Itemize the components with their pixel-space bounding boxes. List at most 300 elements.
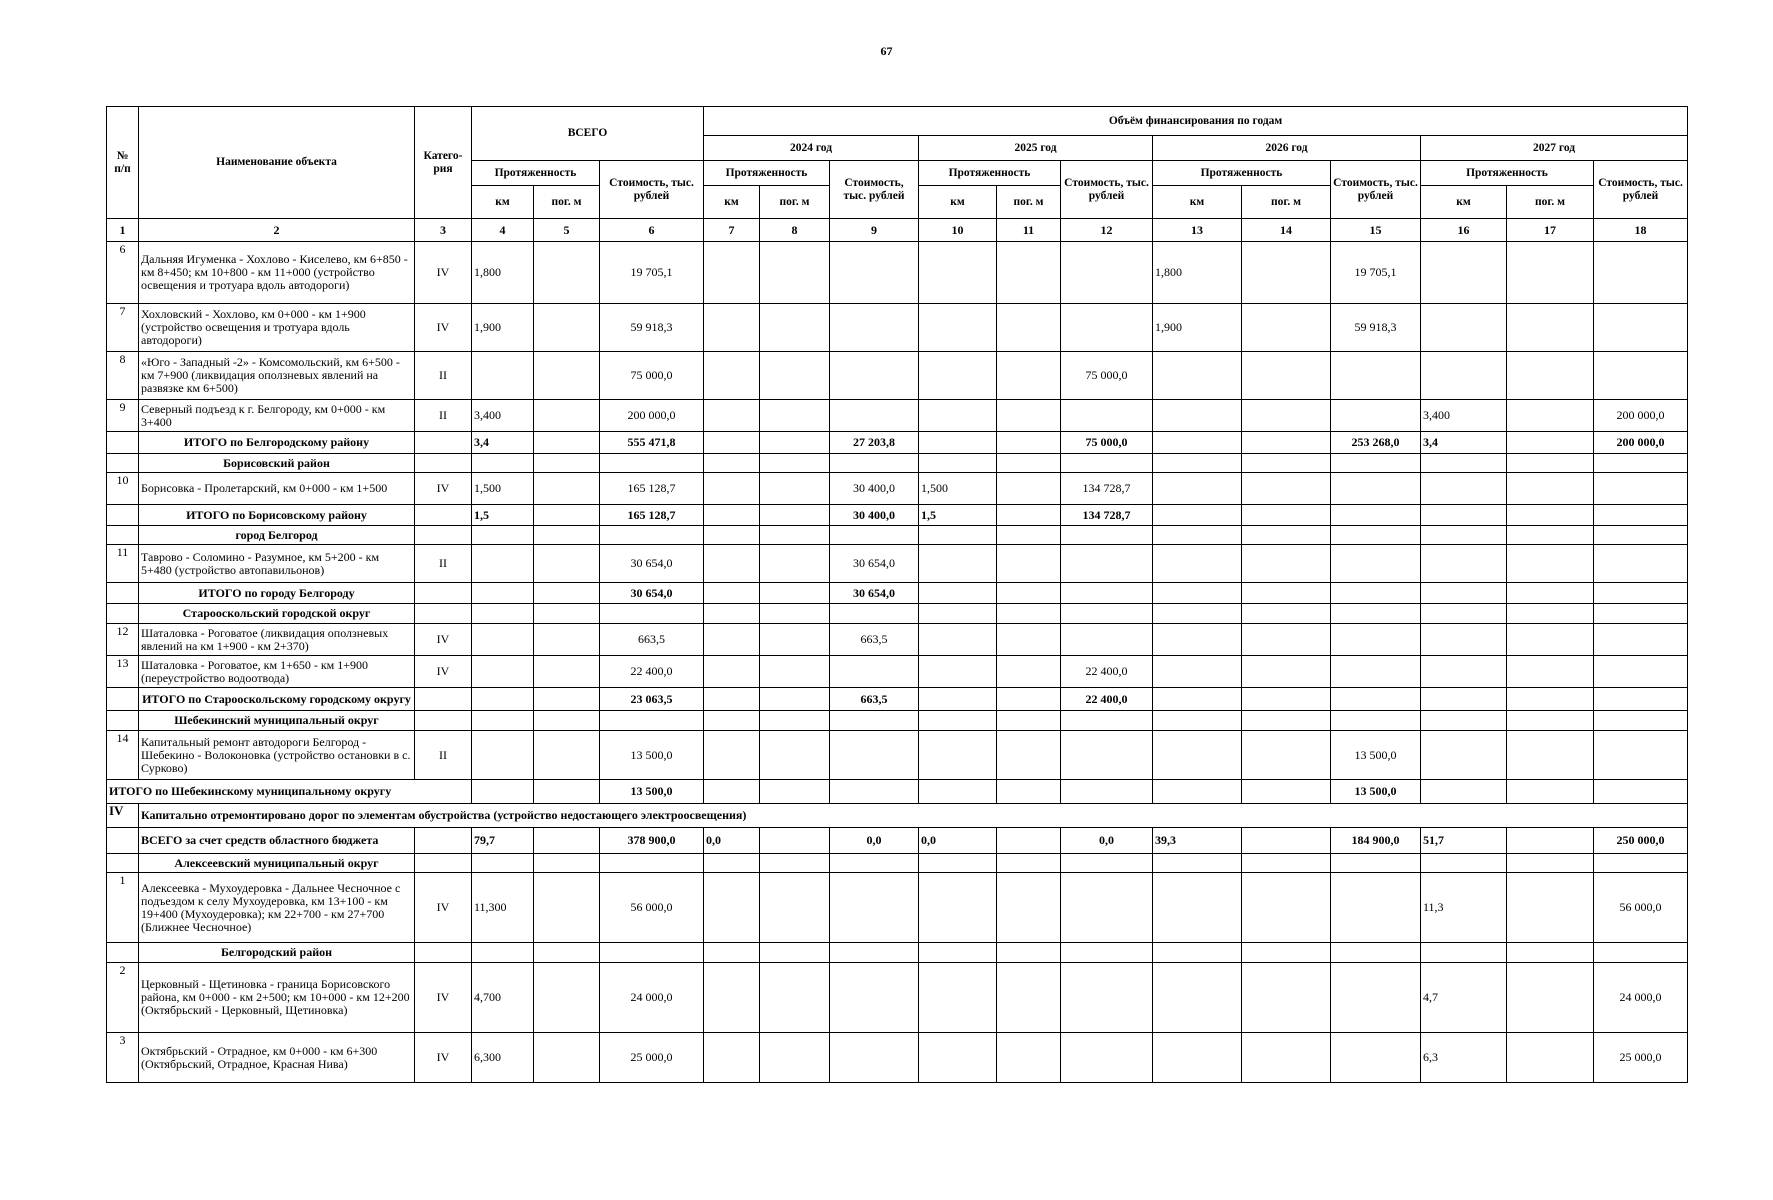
category: IV — [415, 304, 472, 352]
empty-cell — [1594, 711, 1688, 731]
total-label: ИТОГО по Белгородскому району — [139, 432, 415, 454]
cell-c8 — [760, 505, 830, 526]
cell-c17 — [1507, 473, 1594, 505]
cell-c5 — [534, 656, 600, 688]
empty-cell — [1594, 526, 1688, 545]
cell-c7 — [704, 242, 760, 304]
cell-c9: 663,5 — [830, 688, 919, 711]
table-row — [107, 473, 1688, 505]
cell-c13 — [1153, 545, 1242, 583]
cell-c6: 378 900,0 — [600, 828, 704, 854]
cell-c4 — [472, 731, 534, 780]
object-name: Шаталовка - Роговатое, км 1+650 - км 1+900 (переустройство водоотвода) — [139, 656, 415, 688]
cell-c8 — [760, 656, 830, 688]
header-category: Катего-рия — [415, 107, 472, 219]
empty-cell — [919, 526, 997, 545]
cell-c4: 6,300 — [472, 1033, 534, 1083]
empty-cell — [600, 604, 704, 624]
cell-c16: 11,3 — [1421, 873, 1507, 943]
empty-cell — [472, 711, 534, 731]
header-length: Протяженность — [919, 161, 1061, 186]
empty-cell — [415, 526, 472, 545]
cell-c18 — [1594, 624, 1688, 656]
cell-c7 — [704, 304, 760, 352]
category — [415, 432, 472, 454]
object-name: «Юго - Западный -2» - Комсомольский, км 6+500 - км 7+900 (ликвидация оползневых явлений на развязке км 6+500) — [139, 352, 415, 400]
empty-cell — [997, 604, 1061, 624]
cell-c15 — [1331, 400, 1421, 432]
header-length: Протяженность — [704, 161, 830, 186]
row-number — [107, 583, 139, 604]
cell-c8 — [760, 1033, 830, 1083]
empty-cell — [415, 454, 472, 473]
cell-c6: 13 500,0 — [600, 780, 704, 804]
header-name: Наименование объекта — [139, 107, 415, 219]
cell-c11 — [997, 828, 1061, 854]
table-row — [107, 656, 1688, 688]
empty-cell — [415, 943, 472, 963]
cell-c15: 13 500,0 — [1331, 731, 1421, 780]
cell-c17 — [1507, 624, 1594, 656]
cell-c5 — [534, 828, 600, 854]
category: IV — [415, 242, 472, 304]
row-number: 14 — [107, 731, 139, 780]
total-row — [107, 432, 1688, 454]
cell-c17 — [1507, 828, 1594, 854]
cell-c10 — [919, 1033, 997, 1083]
cell-c8 — [760, 545, 830, 583]
cell-c8 — [760, 873, 830, 943]
cell-c10 — [919, 545, 997, 583]
empty-cell — [1331, 604, 1421, 624]
cell-c13 — [1153, 352, 1242, 400]
cell-c18 — [1594, 352, 1688, 400]
cell-c16: 51,7 — [1421, 828, 1507, 854]
column-number: 11 — [997, 219, 1061, 242]
cell-c4 — [472, 688, 534, 711]
cell-c11 — [997, 432, 1061, 454]
empty-cell — [600, 854, 704, 873]
object-name: Капитальный ремонт автодороги Белгород - Шебекино - Волоконовка (устройство остановки в с. Сурково) — [139, 731, 415, 780]
cell-c4: 4,700 — [472, 963, 534, 1033]
cell-c10: 1,5 — [919, 505, 997, 526]
cell-c4: 1,900 — [472, 304, 534, 352]
column-number: 7 — [704, 219, 760, 242]
section-row — [107, 943, 1688, 963]
cell-c10 — [919, 400, 997, 432]
header-pm: пог. м — [534, 186, 600, 219]
category: II — [415, 545, 472, 583]
category: IV — [415, 873, 472, 943]
cell-c16 — [1421, 583, 1507, 604]
empty-cell — [1331, 943, 1421, 963]
object-name: Таврово - Соломино - Разумное, км 5+200 - км 5+480 (устройство автопавильонов) — [139, 545, 415, 583]
table-header — [107, 107, 1688, 219]
cell-c13 — [1153, 656, 1242, 688]
cell-c14 — [1242, 731, 1331, 780]
cell-c16: 3,400 — [1421, 400, 1507, 432]
cell-c5 — [534, 432, 600, 454]
cell-c12: 22 400,0 — [1061, 688, 1153, 711]
empty-cell — [1421, 711, 1507, 731]
cell-c6: 23 063,5 — [600, 688, 704, 711]
row-number — [107, 505, 139, 526]
cell-c17 — [1507, 873, 1594, 943]
cell-c18 — [1594, 583, 1688, 604]
empty-cell — [919, 604, 997, 624]
header-financing: Объём финансирования по годам — [704, 107, 1688, 136]
column-number: 3 — [415, 219, 472, 242]
category: IV — [415, 473, 472, 505]
header-pm: пог. м — [997, 186, 1061, 219]
empty-cell — [472, 943, 534, 963]
empty-cell — [1421, 604, 1507, 624]
cell-c6: 200 000,0 — [600, 400, 704, 432]
empty-cell — [1153, 711, 1242, 731]
section-label: город Белгород — [139, 526, 415, 545]
column-number: 14 — [1242, 219, 1331, 242]
cell-c16: 4,7 — [1421, 963, 1507, 1033]
cell-c17 — [1507, 505, 1594, 526]
empty-cell — [534, 526, 600, 545]
cell-c7 — [704, 624, 760, 656]
cell-c4: 79,7 — [472, 828, 534, 854]
cell-c8 — [760, 432, 830, 454]
row-number — [107, 943, 139, 963]
empty-cell — [1061, 854, 1153, 873]
cell-c12: 134 728,7 — [1061, 473, 1153, 505]
empty-cell — [472, 604, 534, 624]
cell-c6: 75 000,0 — [600, 352, 704, 400]
cell-c15 — [1331, 583, 1421, 604]
cell-c15 — [1331, 873, 1421, 943]
cell-c18 — [1594, 731, 1688, 780]
cell-c5 — [534, 963, 600, 1033]
cell-c15 — [1331, 473, 1421, 505]
cell-c6: 19 705,1 — [600, 242, 704, 304]
object-name: Октябрьский - Отрадное, км 0+000 - км 6+300 (Октябрьский, Отрадное, Красная Нива) — [139, 1033, 415, 1083]
cell-c10 — [919, 432, 997, 454]
header-num: № п/п — [107, 107, 139, 219]
empty-cell — [704, 526, 760, 545]
cell-c12 — [1061, 963, 1153, 1033]
cell-c6: 30 654,0 — [600, 583, 704, 604]
cell-c10: 1,500 — [919, 473, 997, 505]
cell-c14 — [1242, 624, 1331, 656]
column-number-row — [107, 219, 1688, 242]
row-number — [107, 711, 139, 731]
cell-c18 — [1594, 304, 1688, 352]
table-row — [107, 304, 1688, 352]
cell-c17 — [1507, 304, 1594, 352]
table-row — [107, 545, 1688, 583]
cell-c11 — [997, 400, 1061, 432]
cell-c16 — [1421, 656, 1507, 688]
empty-cell — [704, 943, 760, 963]
category — [415, 583, 472, 604]
header-year-2027: 2027 год — [1421, 136, 1688, 161]
cell-c8 — [760, 624, 830, 656]
cell-c8 — [760, 731, 830, 780]
cell-c17 — [1507, 731, 1594, 780]
object-name: Шаталовка - Роговатое (ликвидация оползневых явлений на км 1+900 - км 2+370) — [139, 624, 415, 656]
empty-cell — [534, 711, 600, 731]
part-row — [107, 804, 1688, 828]
cell-c18: 25 000,0 — [1594, 1033, 1688, 1083]
empty-cell — [1242, 854, 1331, 873]
cell-c17 — [1507, 242, 1594, 304]
cell-c4: 3,4 — [472, 432, 534, 454]
cell-c14 — [1242, 1033, 1331, 1083]
section-label: Шебекинский муниципальный округ — [139, 711, 415, 731]
cell-c14 — [1242, 400, 1331, 432]
empty-cell — [534, 604, 600, 624]
cell-c18: 200 000,0 — [1594, 432, 1688, 454]
cell-c14 — [1242, 688, 1331, 711]
cell-c5 — [534, 780, 600, 804]
cell-c8 — [760, 473, 830, 505]
section-label: Алексеевский муниципальный округ — [139, 854, 415, 873]
empty-cell — [1331, 526, 1421, 545]
cell-c6: 22 400,0 — [600, 656, 704, 688]
cell-c12 — [1061, 780, 1153, 804]
header-length: Протяженность — [1153, 161, 1331, 186]
empty-cell — [760, 943, 830, 963]
header-year-2026: 2026 год — [1153, 136, 1421, 161]
cell-c15 — [1331, 624, 1421, 656]
empty-cell — [1153, 526, 1242, 545]
cell-c9: 30 654,0 — [830, 583, 919, 604]
empty-cell — [760, 454, 830, 473]
cell-c9 — [830, 242, 919, 304]
cell-c17 — [1507, 545, 1594, 583]
cell-c8 — [760, 688, 830, 711]
empty-cell — [1421, 454, 1507, 473]
empty-cell — [600, 454, 704, 473]
cell-c5 — [534, 473, 600, 505]
cell-c15: 253 268,0 — [1331, 432, 1421, 454]
cell-c12 — [1061, 1033, 1153, 1083]
section-row — [107, 711, 1688, 731]
empty-cell — [997, 711, 1061, 731]
cell-c4: 11,300 — [472, 873, 534, 943]
category — [415, 828, 472, 854]
empty-cell — [1061, 526, 1153, 545]
row-number — [107, 454, 139, 473]
cell-c9 — [830, 731, 919, 780]
empty-cell — [830, 854, 919, 873]
empty-cell — [704, 711, 760, 731]
row-number: 10 — [107, 473, 139, 505]
empty-cell — [997, 854, 1061, 873]
cell-c6: 165 128,7 — [600, 473, 704, 505]
header-km: км — [1153, 186, 1242, 219]
part-number: IV — [107, 804, 139, 828]
cell-c12 — [1061, 624, 1153, 656]
empty-cell — [919, 454, 997, 473]
section-label: Белгородский район — [139, 943, 415, 963]
empty-cell — [472, 854, 534, 873]
cell-c14 — [1242, 545, 1331, 583]
cell-c12 — [1061, 304, 1153, 352]
cell-c14 — [1242, 583, 1331, 604]
cell-c15 — [1331, 505, 1421, 526]
empty-cell — [1242, 711, 1331, 731]
column-number: 16 — [1421, 219, 1507, 242]
cell-c18: 24 000,0 — [1594, 963, 1688, 1033]
cell-c14 — [1242, 432, 1331, 454]
cell-c12: 134 728,7 — [1061, 505, 1153, 526]
cell-c13 — [1153, 780, 1242, 804]
object-name: Дальняя Игуменка - Хохлово - Киселево, км 6+850 - км 8+450; км 10+800 - км 11+000 (устройство освещения и тротуара вдоль автодороги) — [139, 242, 415, 304]
row-number: 13 — [107, 656, 139, 688]
cell-c6: 555 471,8 — [600, 432, 704, 454]
column-number: 4 — [472, 219, 534, 242]
cell-c11 — [997, 656, 1061, 688]
empty-cell — [1507, 943, 1594, 963]
table-row — [107, 963, 1688, 1033]
cell-c4 — [472, 780, 534, 804]
empty-cell — [1421, 854, 1507, 873]
header-km: км — [704, 186, 760, 219]
total-row — [107, 688, 1688, 711]
cell-c18 — [1594, 545, 1688, 583]
cell-c15: 59 918,3 — [1331, 304, 1421, 352]
cell-c18 — [1594, 656, 1688, 688]
total-row — [107, 828, 1688, 854]
cell-c9 — [830, 963, 919, 1033]
header-km: км — [1421, 186, 1507, 219]
cell-c11 — [997, 583, 1061, 604]
total-label: ИТОГО по городу Белгороду — [139, 583, 415, 604]
cell-c11 — [997, 304, 1061, 352]
cell-c13 — [1153, 432, 1242, 454]
row-number — [107, 688, 139, 711]
cell-c16 — [1421, 688, 1507, 711]
cell-c13: 39,3 — [1153, 828, 1242, 854]
cell-c5 — [534, 688, 600, 711]
cell-c8 — [760, 963, 830, 1033]
cell-c10 — [919, 656, 997, 688]
cell-c13: 1,800 — [1153, 242, 1242, 304]
cell-c5 — [534, 583, 600, 604]
cell-c12 — [1061, 400, 1153, 432]
cell-c7 — [704, 473, 760, 505]
column-number: 18 — [1594, 219, 1688, 242]
cell-c16 — [1421, 352, 1507, 400]
cell-c11 — [997, 963, 1061, 1033]
cell-c4 — [472, 352, 534, 400]
cell-c14 — [1242, 656, 1331, 688]
cell-c14 — [1242, 304, 1331, 352]
cell-c13 — [1153, 473, 1242, 505]
cell-c9 — [830, 352, 919, 400]
cell-c12 — [1061, 242, 1153, 304]
column-number: 13 — [1153, 219, 1242, 242]
cell-c11 — [997, 545, 1061, 583]
cell-c17 — [1507, 352, 1594, 400]
object-name: Хохловский - Хохлово, км 0+000 - км 1+900 (устройство освещения и тротуара вдоль автодороги) — [139, 304, 415, 352]
cell-c13 — [1153, 400, 1242, 432]
cell-c11 — [997, 505, 1061, 526]
cell-c7 — [704, 432, 760, 454]
cell-c16 — [1421, 624, 1507, 656]
cell-c6: 59 918,3 — [600, 304, 704, 352]
cell-c17 — [1507, 432, 1594, 454]
category — [415, 688, 472, 711]
header-cost: Стоимость, тыс. рублей — [1594, 161, 1688, 219]
cell-c12: 22 400,0 — [1061, 656, 1153, 688]
empty-cell — [1061, 454, 1153, 473]
cell-c16 — [1421, 473, 1507, 505]
cell-c18 — [1594, 505, 1688, 526]
cell-c10 — [919, 688, 997, 711]
cell-c6: 165 128,7 — [600, 505, 704, 526]
cell-c16 — [1421, 731, 1507, 780]
cell-c4 — [472, 656, 534, 688]
cell-c5 — [534, 624, 600, 656]
cell-c17 — [1507, 583, 1594, 604]
cell-c15 — [1331, 352, 1421, 400]
empty-cell — [830, 526, 919, 545]
cell-c5 — [534, 304, 600, 352]
cell-c11 — [997, 1033, 1061, 1083]
cell-c6: 24 000,0 — [600, 963, 704, 1033]
header-total: ВСЕГО — [472, 107, 704, 161]
cell-c6: 663,5 — [600, 624, 704, 656]
cell-c12 — [1061, 545, 1153, 583]
category: II — [415, 352, 472, 400]
header-cost: Стоимость, тыс. рублей — [600, 161, 704, 219]
empty-cell — [1061, 604, 1153, 624]
empty-cell — [830, 454, 919, 473]
empty-cell — [1153, 604, 1242, 624]
cell-c5 — [534, 873, 600, 943]
cell-c7 — [704, 656, 760, 688]
cell-c12 — [1061, 583, 1153, 604]
object-name: Северный подъезд к г. Белгороду, км 0+000 - км 3+400 — [139, 400, 415, 432]
empty-cell — [919, 943, 997, 963]
cell-c5 — [534, 1033, 600, 1083]
cell-c13 — [1153, 731, 1242, 780]
cell-c18: 200 000,0 — [1594, 400, 1688, 432]
cell-c4 — [472, 545, 534, 583]
row-number — [107, 604, 139, 624]
column-number: 9 — [830, 219, 919, 242]
empty-cell — [1331, 711, 1421, 731]
empty-cell — [997, 943, 1061, 963]
cell-c12: 75 000,0 — [1061, 432, 1153, 454]
empty-cell — [1153, 943, 1242, 963]
cell-c11 — [997, 242, 1061, 304]
row-number — [107, 526, 139, 545]
empty-cell — [997, 454, 1061, 473]
cell-c7 — [704, 731, 760, 780]
cell-c13 — [1153, 963, 1242, 1033]
cell-c9 — [830, 1033, 919, 1083]
row-number: 7 — [107, 304, 139, 352]
empty-cell — [1594, 604, 1688, 624]
table-row — [107, 1033, 1688, 1083]
empty-cell — [1594, 454, 1688, 473]
empty-cell — [1153, 454, 1242, 473]
cell-c11 — [997, 688, 1061, 711]
empty-cell — [704, 604, 760, 624]
cell-c4: 3,400 — [472, 400, 534, 432]
header-pm: пог. м — [760, 186, 830, 219]
empty-cell — [919, 711, 997, 731]
empty-cell — [1507, 526, 1594, 545]
